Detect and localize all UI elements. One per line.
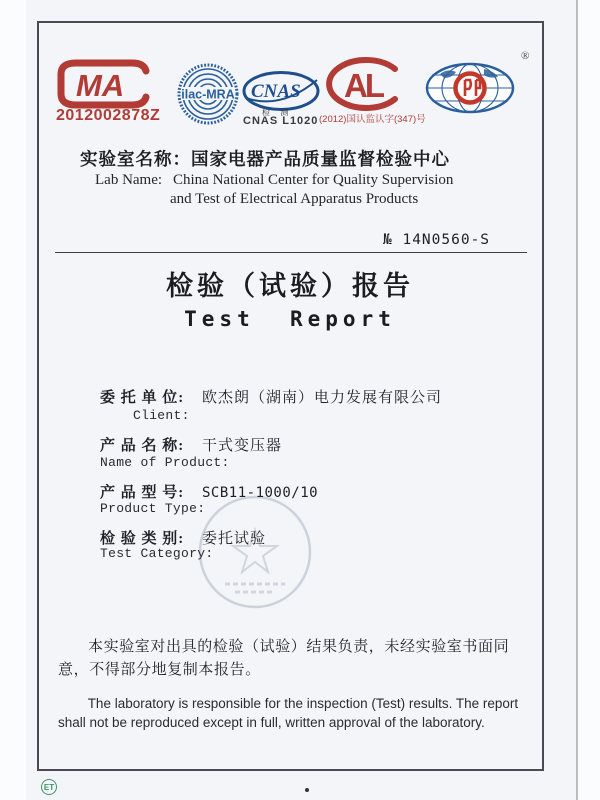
lab-name-en-line1: China National Center for Quality Supervision	[173, 172, 454, 188]
lab-name-en-line2: and Test of Electrical Apparatus Products	[170, 191, 419, 207]
ilac-mra-logo-icon	[176, 62, 240, 131]
svg-text:CNAS: CNAS	[251, 81, 301, 102]
cma-certificate-number: 2012002878Z	[56, 107, 161, 124]
field-label-en-product-name: Name of Product:	[100, 455, 230, 470]
globe-logo-icon	[424, 61, 516, 120]
report-number: № 14N0560-S	[383, 232, 491, 248]
report-title-cn: 检验（试验）报告	[166, 271, 414, 301]
lab-name-cn	[80, 146, 450, 171]
field-label-en-product-type: Product Type:	[100, 501, 206, 516]
field-row-client	[100, 386, 442, 407]
ink-dot	[305, 788, 309, 792]
field-row-product-type	[100, 481, 318, 502]
field-value: 欧杰朗（湖南）电力发展有限公司	[202, 390, 443, 406]
cnas-accreditation-number: CNAS L1020	[243, 115, 319, 127]
lab-name-cn-label: 实验室名称：	[80, 149, 191, 169]
cnas-jiance-label: 检 测	[262, 108, 293, 117]
field-label-cn: 委 托 单 位:	[100, 390, 185, 406]
disclaimer-en: The laboratory is responsible for the inspection (Test) results. The report shall not be reproduced except in full, written approval of the laboratory.	[58, 696, 519, 731]
lab-name-cn-value: 国家电器产品质量监督检验中心	[191, 149, 450, 169]
field-label-cn: 产 品 名 称:	[100, 438, 185, 454]
lab-name-en-label: Lab Name:	[95, 172, 163, 188]
field-value: 干式变压器	[202, 438, 283, 454]
svg-text:AL: AL	[344, 67, 382, 104]
al-logo-icon	[322, 56, 406, 117]
al-certificate-number: (2012)国认监认字(347)号	[319, 114, 426, 125]
field-value: SCB11-1000/10	[202, 485, 319, 501]
report-title-en: Test Report	[184, 307, 396, 331]
svg-text:MA: MA	[76, 68, 125, 103]
svg-text:ilac-MRA: ilac-MRA	[181, 87, 235, 102]
field-value: 委托试验	[202, 531, 267, 547]
green-perforation-stamp-icon: ET	[41, 779, 57, 795]
field-label-cn: 产 品 型 号:	[100, 485, 185, 501]
registered-trademark-symbol: ®	[521, 50, 530, 62]
field-label-en-client: Client:	[133, 408, 190, 423]
field-label-en-test-category: Test Category:	[100, 546, 214, 561]
field-label-cn: 检 验 类 别:	[100, 531, 185, 547]
report-number-rule	[55, 252, 527, 253]
field-row-test-category	[100, 527, 266, 548]
field-row-product-name	[100, 434, 282, 455]
disclaimer-cn: 本实验室对出具的检验（试验）结果负责，未经实验室书面同意，不得部分地复制本报告。	[58, 639, 510, 679]
